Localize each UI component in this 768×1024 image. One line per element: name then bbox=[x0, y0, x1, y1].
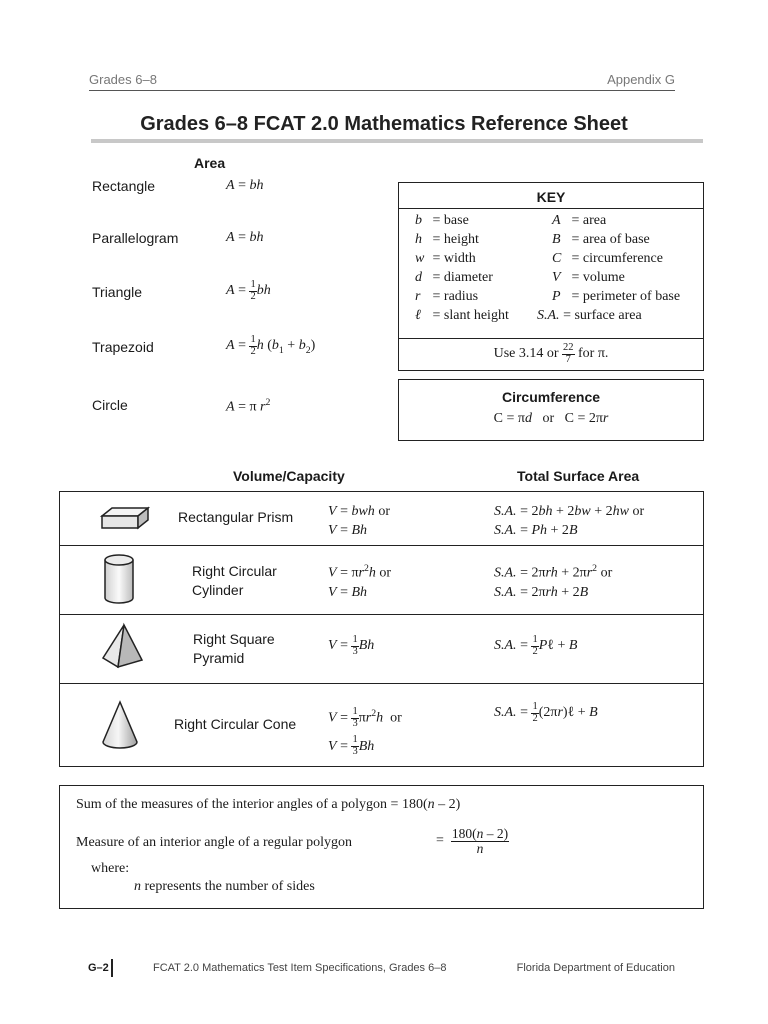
polygon-interior-label: Measure of an interior angle of a regular polygon bbox=[76, 835, 353, 850]
solids-table bbox=[59, 491, 704, 767]
header-appendix: Appendix G bbox=[607, 72, 675, 87]
title-underline bbox=[91, 139, 703, 143]
key-item-SA: S.A. = surface area bbox=[537, 308, 642, 323]
table-row-divider bbox=[60, 614, 703, 615]
header-rule bbox=[89, 90, 675, 91]
key-item-h: h = height bbox=[415, 232, 479, 247]
table-row-divider bbox=[60, 545, 703, 546]
key-box bbox=[398, 182, 704, 371]
area-formula-circle: A = π $r^2$ bbox=[226, 397, 271, 415]
solid-name-cone: Right Circular Cone bbox=[174, 716, 297, 732]
surface-formula-pyramid: S.A. = $\frac{1}{2}$ Pℓ + B bbox=[494, 634, 578, 657]
area-formula-triangle: A = $\frac{1}{2}$ bh bbox=[226, 279, 271, 302]
cone-icon bbox=[100, 700, 140, 755]
circumference-heading: Circumference bbox=[501, 389, 601, 405]
key-divider-top bbox=[399, 208, 703, 209]
polygon-where: where: bbox=[91, 861, 130, 876]
area-formula-rectangle: A = bh bbox=[226, 178, 264, 193]
area-formula-parallelogram: A = bh bbox=[226, 230, 264, 245]
key-divider-bottom bbox=[399, 338, 703, 339]
circumference-formula: C = πd or C = 2πr bbox=[493, 411, 609, 426]
page-title: Grades 6–8 FCAT 2.0 Mathematics Reference Sheet bbox=[140, 113, 628, 135]
polygon-sum-line: Sum of the measures of the interior angles of a polygon = 180(n – 2) bbox=[76, 797, 461, 812]
surface-formula-cylinder: S.A. = $2\pi rh + 2\pi r^2$ or S.A. = 2πrh + 2B bbox=[494, 563, 613, 600]
footer-separator bbox=[111, 959, 113, 977]
area-label-trapezoid: Trapezoid bbox=[92, 339, 154, 355]
polygon-box bbox=[59, 785, 704, 909]
area-label-circle: Circle bbox=[92, 397, 128, 413]
key-item-r: r = radius bbox=[415, 289, 479, 304]
area-label-rectangle: Rectangle bbox=[92, 178, 156, 194]
footer-document-title: FCAT 2.0 Mathematics Test Item Specifications, Grades 6–8 bbox=[153, 962, 447, 974]
volume-formula-cone: V = $\frac{1}{3}$ $\pi r^2h$ or V = $\frac{1}{3}$ Bh bbox=[328, 706, 402, 757]
key-item-A: A = area bbox=[552, 213, 607, 228]
key-heading: KEY bbox=[536, 189, 566, 205]
volume-formula-cylinder: $V = \pi r^2h$ or V = Bh bbox=[328, 563, 392, 600]
table-row-divider bbox=[60, 683, 703, 684]
key-item-P: P = perimeter of base bbox=[552, 289, 681, 304]
header-grades: Grades 6–8 bbox=[89, 72, 157, 87]
cylinder-icon bbox=[102, 553, 136, 610]
solid-name-rectangular-prism: Rectangular Prism bbox=[178, 509, 294, 525]
area-heading: Area bbox=[194, 155, 226, 171]
surface-heading: Total Surface Area bbox=[517, 468, 640, 484]
key-item-b: b = base bbox=[415, 213, 469, 228]
key-item-w: w = width bbox=[415, 251, 476, 266]
surface-formula-cone: S.A. = $\frac{1}{2}$ (2πr)ℓ + B bbox=[494, 701, 598, 724]
area-formula-trapezoid: A = $\frac{1}{2}$ h $(b_1 + b_2)$ bbox=[226, 334, 316, 357]
area-label-parallelogram: Parallelogram bbox=[92, 230, 179, 246]
polygon-n-definition: n represents the number of sides bbox=[134, 879, 315, 894]
pyramid-icon bbox=[100, 622, 146, 675]
polygon-interior-formula: = $\frac{180(n - 2)}{n}$ bbox=[436, 826, 509, 856]
footer-department: Florida Department of Education bbox=[516, 962, 675, 974]
volume-heading: Volume/Capacity bbox=[233, 468, 345, 484]
volume-formula-prism: V = bwh or V = Bh bbox=[328, 504, 390, 538]
volume-formula-pyramid: V = $\frac{1}{3}$ Bh bbox=[328, 634, 375, 657]
area-label-triangle: Triangle bbox=[92, 284, 143, 300]
key-item-B: B = area of base bbox=[552, 232, 650, 247]
footer-page-number: G–2 bbox=[88, 962, 109, 974]
key-item-l: ℓ = slant height bbox=[415, 308, 509, 323]
solid-name-cylinder: Right Circular Cylinder bbox=[192, 563, 277, 598]
key-item-d: d = diameter bbox=[415, 270, 493, 285]
key-pi-note: Use 3.14 or $\frac{22}{7}$ for π. bbox=[493, 342, 609, 365]
rectangular-prism-icon bbox=[98, 504, 152, 537]
circumference-box bbox=[398, 379, 704, 441]
key-item-V: V = volume bbox=[552, 270, 625, 285]
solid-name-pyramid: Right Square Pyramid bbox=[193, 631, 275, 666]
key-item-C: C = circumference bbox=[552, 251, 663, 266]
surface-formula-prism: S.A. = 2bh + 2bw + 2hw or S.A. = Ph + 2B bbox=[494, 504, 645, 538]
